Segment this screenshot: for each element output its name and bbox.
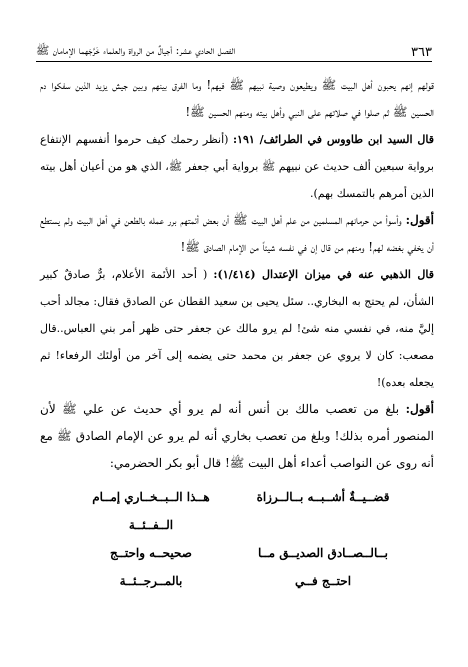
paragraph-label: قال الذهبي عنه في ميزان الإعتدال (١/٤١٤): (213, 268, 434, 281)
paragraph-label: أقول: (405, 402, 434, 416)
paragraph-text: (أنظر رحمك كيف حرموا أنفسهم الإنتفاع برواية سبعين ألف حديث عن نبيهم ﷺ برواية أبي جعفر ﷺ، الذي هو من أعيان أهل بيته الذين أمرهم بالتمسك بهم). (40, 133, 434, 200)
paragraph-label: أقول: (405, 213, 434, 227)
page-number: ٣٦٣ (411, 45, 432, 60)
paragraph-2 (40, 126, 434, 207)
header-divider (36, 61, 432, 62)
paragraph-4 (40, 261, 434, 396)
running-title: الفصل الحادي عشر: أجيالٌ من الرواة والعلماء خَرَّجَهما الإمامان ﷺ (36, 44, 236, 57)
paragraph-text: ( أحد الأئمة الأعلام، برٌّ صادقٌ كبير الشأن، لم يحتج به البخاري.. سئل يحيى بن سعيد القطان عن الصادق فقال: مجالد أحب إليَّ منه، في نفسي منه شئ! لم يرو مالك عن جعفر حتى ظهر أمر بني العباس..قال مصعب: كان لا يروي عن جعفر بن محمد حتى يضمه إلى آخر من أولئك الرفعاء! ثم يجعله بعده)! (40, 268, 434, 389)
poem-verses (80, 483, 394, 595)
paragraph-text: وأسوأ من حرمانهم المسلمين من علم أهل البيت ﷺ أن بعض أئمتهم برر عمله بالطعن في أهل البيت ولم يستطع أن يخفي بغضه لهم! ومنهم من قال إن في نفسه شيئاً من الإمام الصادق ﷺ! (40, 213, 434, 254)
poem-hemistich: هــذا الــبــخــاري إمــام الــفــئــة (92, 490, 210, 532)
poem-hemistich: صحيحــه واحتــج بالمــرجــئــة (110, 546, 192, 588)
paragraph-5 (40, 396, 434, 477)
paragraph-label: قال السيد ابن طاووس في الطرائف/ ١٩١: (232, 133, 434, 146)
paragraph-1 (40, 72, 434, 126)
paragraph-text: بلغ من تعصب مالك بن أنس أنه لم يرو أي حديث عن علي ﷺ لأن المنصور أمره بذلك! وبلغ من تعصب بخاري أنه لم يرو عن الإمام الصادق ﷺ مع أنه روى عن النواصب أعداء أهل البيت ﷺ! قال أبو بكر الحضرمي: (40, 402, 434, 470)
paragraph-text: قولهم إنهم يحبون أهل البيت ﷺ ويطيعون وصية نبيهم ﷺ فيهم! وما الفرق بينهم وبين جيش يزيد الذين سفكوا دم الحسين ﷺ ثم صلوا في صلاتهم على النبي وأهل بيته ومنهم الحسين ﷺ! (40, 78, 434, 119)
poem-hemistich: بــالــصــادق الصديــق مــا احتــج فــي (257, 546, 388, 588)
page-body (40, 72, 434, 595)
paragraph-3 (40, 207, 434, 261)
poem-hemistich: قضــيــةٌ أشــبــه بــالــرزاة (256, 490, 390, 504)
page-header (36, 40, 432, 60)
